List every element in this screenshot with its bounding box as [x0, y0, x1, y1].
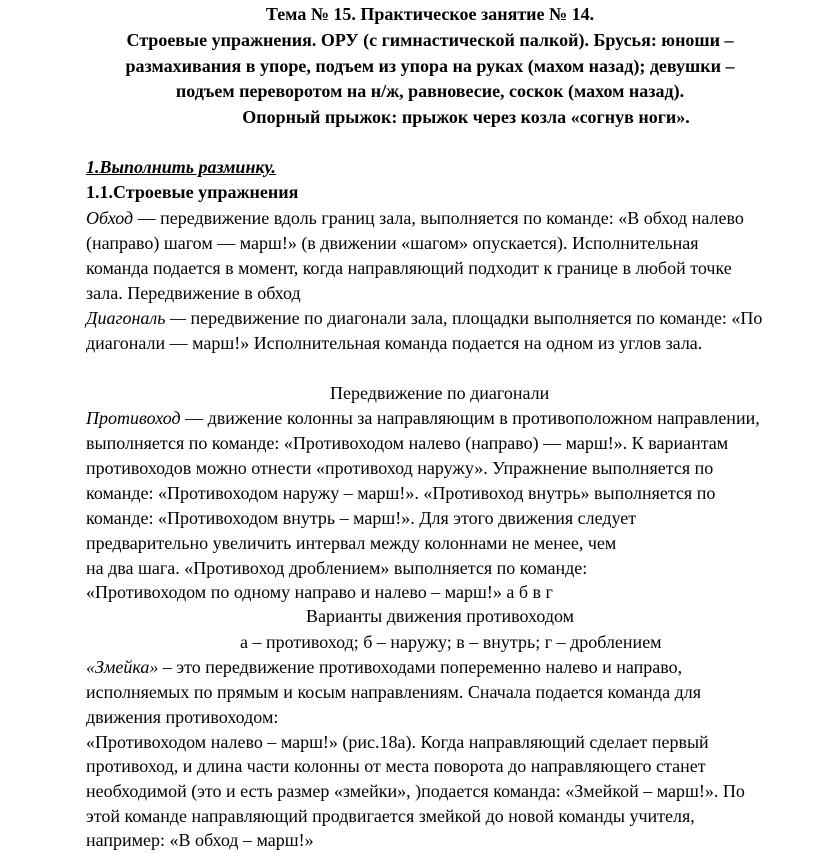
- zmeika-text-1: – это передвижение противоходами попеременно налево и направо,: [158, 657, 683, 677]
- term-obhod: Обход: [86, 208, 134, 228]
- protiv-line-8: «Противоходом по одному направо и налево – марш!» а б в г: [86, 582, 553, 602]
- obhod-line-3: команда подается в момент, когда направляющий подходит к границе в любой точке: [86, 258, 732, 278]
- zmeika-line-7: этой команде направляющий продвигается змейкой до новой команды учителя,: [86, 806, 695, 826]
- protiv-line-6: предварительно увеличить интервал между колоннами не менее, чем: [86, 533, 617, 553]
- title-line-3: размахивания в упоре, подъем из упора на руках (махом назад); девушки –: [125, 56, 735, 76]
- obhod-line-1: [86, 206, 744, 230]
- diag-text-1: передвижение по диагонали зала, площадки выполняется по команде: «По: [185, 308, 763, 328]
- title-line-5: Опорный прыжок: прыжок через козла «согнув ноги».: [242, 107, 690, 127]
- protiv-line-3: противоходов можно отнести «противоход наружу». Упражнение выполняется по: [86, 458, 714, 478]
- obhod-line-4: зала. Передвижение в обход: [86, 283, 301, 303]
- diag-line-1: [86, 306, 762, 330]
- obhod-text-1: — передвижение вдоль границ зала, выполняется по команде: «В обход налево: [133, 208, 744, 228]
- protiv-caption-1: Варианты движения противоходом: [306, 606, 575, 626]
- zmeika-line-4: «Противоходом налево – марш!» (рис.18а). Когда направляющий сделает первый: [86, 732, 709, 752]
- title-line-1: Тема № 15. Практическое занятие № 14.: [265, 4, 595, 24]
- diag-line-2: диагонали — марш!» Исполнительная команда подается на одном из углов зала.: [86, 333, 703, 353]
- obhod-line-2: (направо) шагом — марш!» (в движении «шагом» опускается). Исполнительная: [86, 233, 699, 253]
- term-diagonal: Диагональ —: [86, 308, 186, 328]
- zmeika-line-8: например: «В обход – марш!»: [86, 830, 314, 850]
- section-heading: 1.Выполнить разминку.: [86, 157, 276, 177]
- protiv-line-1: [86, 406, 760, 430]
- protiv-line-7: на два шага. «Противоход дроблением» выполняется по команде:: [86, 558, 588, 578]
- zmeika-line-1: [86, 655, 682, 679]
- protiv-line-5: команде: «Противоходом внутрь – марш!». Для этого движения следует: [86, 508, 637, 528]
- diag-caption: Передвижение по диагонали: [330, 383, 550, 403]
- zmeika-line-6: необходимой (это и есть размер «змейки», )подается команда: «Змейкой – марш!». По: [86, 781, 745, 801]
- title-line-2: Строевые упражнения. ОРУ (с гимнастической палкой). Брусья: юноши –: [126, 30, 734, 50]
- zmeika-line-2: исполняемых по прямым и косым направлениям. Сначала подается команда для: [86, 682, 701, 702]
- protiv-line-4: команде: «Противоходом наружу – марш!». «Противоход внутрь» выполняется по: [86, 483, 716, 503]
- zmeika-line-3: движения противоходом:: [86, 707, 279, 727]
- protiv-text-1: — движение колонны за направляющим в противоположном направлении,: [180, 408, 760, 428]
- protiv-line-2: выполняется по команде: «Противоходом налево (направо) — марш!». К вариантам: [86, 433, 729, 453]
- zmeika-line-5: противоход, и длина части колонны от места поворота до направляющего станет: [86, 756, 706, 776]
- term-zmeika: «Змейка»: [86, 657, 159, 677]
- subsection-heading: 1.1.Строевые упражнения: [86, 182, 299, 202]
- title-line-4: подъем переворотом на н/ж, равновесие, соскок (махом назад).: [175, 81, 685, 101]
- term-protivohod: Противоход: [86, 408, 181, 428]
- protiv-caption-2: а – противоход; б – наружу; в – внутрь; г – дроблением: [240, 632, 662, 652]
